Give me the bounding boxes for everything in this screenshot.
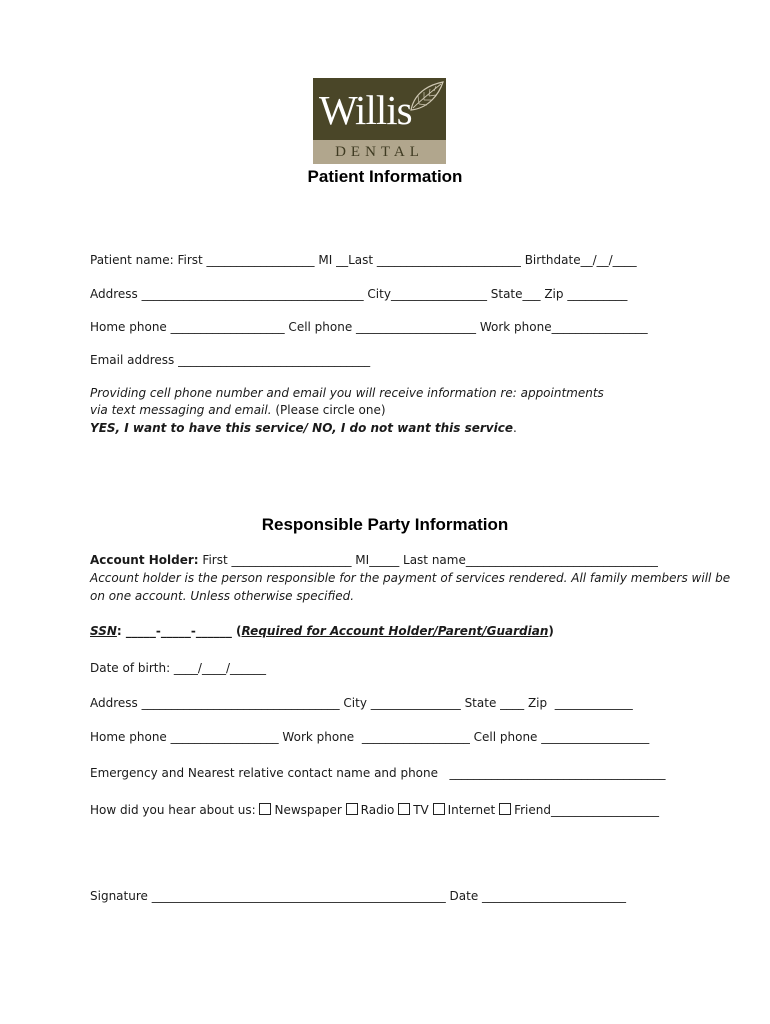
ssn-blanks: _____-_____-______ — [125, 624, 232, 638]
patient-address-line: Address _____________________________________ City________________ State___ Zip __________ — [90, 287, 628, 301]
notification-note-line2 — [90, 401, 386, 419]
account-note-line1: Account holder is the person responsible for the payment of services rendered. All family members will be — [90, 571, 731, 585]
ssn-colon: : — [116, 624, 126, 638]
logo-top-panel — [313, 78, 446, 140]
newspaper-label: Newspaper — [274, 803, 342, 817]
willis-dental-logo — [313, 78, 446, 164]
patient-information-heading: Patient Information — [307, 167, 463, 186]
patient-email-line: Email address ________________________________ — [90, 353, 371, 367]
emergency-contact-line: Emergency and Nearest relative contact name and phone ____________________________________ — [90, 766, 666, 780]
ssn-required-note: Required for Account Holder/Parent/Guardian — [241, 624, 549, 638]
ssn-paren-close: ) — [548, 624, 554, 638]
patient-name-line: Patient name: First __________________ MI __Last ________________________ Birthdate__/__/____ — [90, 253, 637, 267]
note-italic-part: via text messaging and email. — [90, 403, 272, 417]
account-holder-fields: First ____________________ MI_____ Last name________________________________ — [198, 553, 658, 567]
referral-label: How did you hear about us: — [90, 803, 260, 817]
radio-label: Radio — [360, 803, 395, 817]
ssn-label: SSN — [90, 624, 117, 638]
internet-checkbox[interactable] — [433, 803, 445, 815]
notification-note-line1: Providing cell phone number and email you will receive information re: appointments — [90, 386, 604, 400]
account-holder-label: Account Holder: — [90, 553, 199, 567]
logo-wordmark: Willis — [319, 87, 412, 133]
consent-choice: YES, I want to have this service/ NO, I do not want this service — [90, 421, 513, 435]
newspaper-checkbox[interactable] — [259, 803, 271, 815]
friend-checkbox[interactable] — [499, 803, 511, 815]
ssn-line — [90, 622, 554, 640]
tv-label: TV — [413, 803, 429, 817]
account-holder-line — [90, 551, 658, 569]
date-of-birth-line: Date of birth: ____/____/______ — [90, 661, 267, 675]
responsible-address-line: Address _________________________________ City _______________ State ____ Zip _____________ — [90, 696, 633, 710]
internet-label: Internet — [447, 803, 496, 817]
consent-period: . — [512, 421, 517, 435]
tv-checkbox[interactable] — [398, 803, 410, 815]
logo-bottom-panel — [313, 140, 446, 164]
responsible-party-heading: Responsible Party Information — [261, 515, 509, 534]
leaf-icon — [405, 80, 445, 116]
logo-subtitle: DENTAL — [335, 144, 424, 160]
patient-phone-line: Home phone ___________________ Cell phone ____________________ Work phone________________ — [90, 320, 648, 334]
referral-source-line — [90, 801, 659, 819]
responsible-phone-line: Home phone __________________ Work phone __________________ Cell phone __________________ — [90, 730, 650, 744]
note-plain-part: (Please circle one) — [271, 403, 386, 417]
consent-line — [90, 419, 517, 437]
signature-date-line: Signature _________________________________________________ Date ________________________ — [90, 889, 627, 903]
account-note-line2: on one account. Unless otherwise specified. — [90, 589, 355, 603]
ssn-paren-open: ( — [231, 624, 242, 638]
radio-checkbox[interactable] — [346, 803, 358, 815]
friend-label: Friend__________________ — [514, 803, 659, 817]
